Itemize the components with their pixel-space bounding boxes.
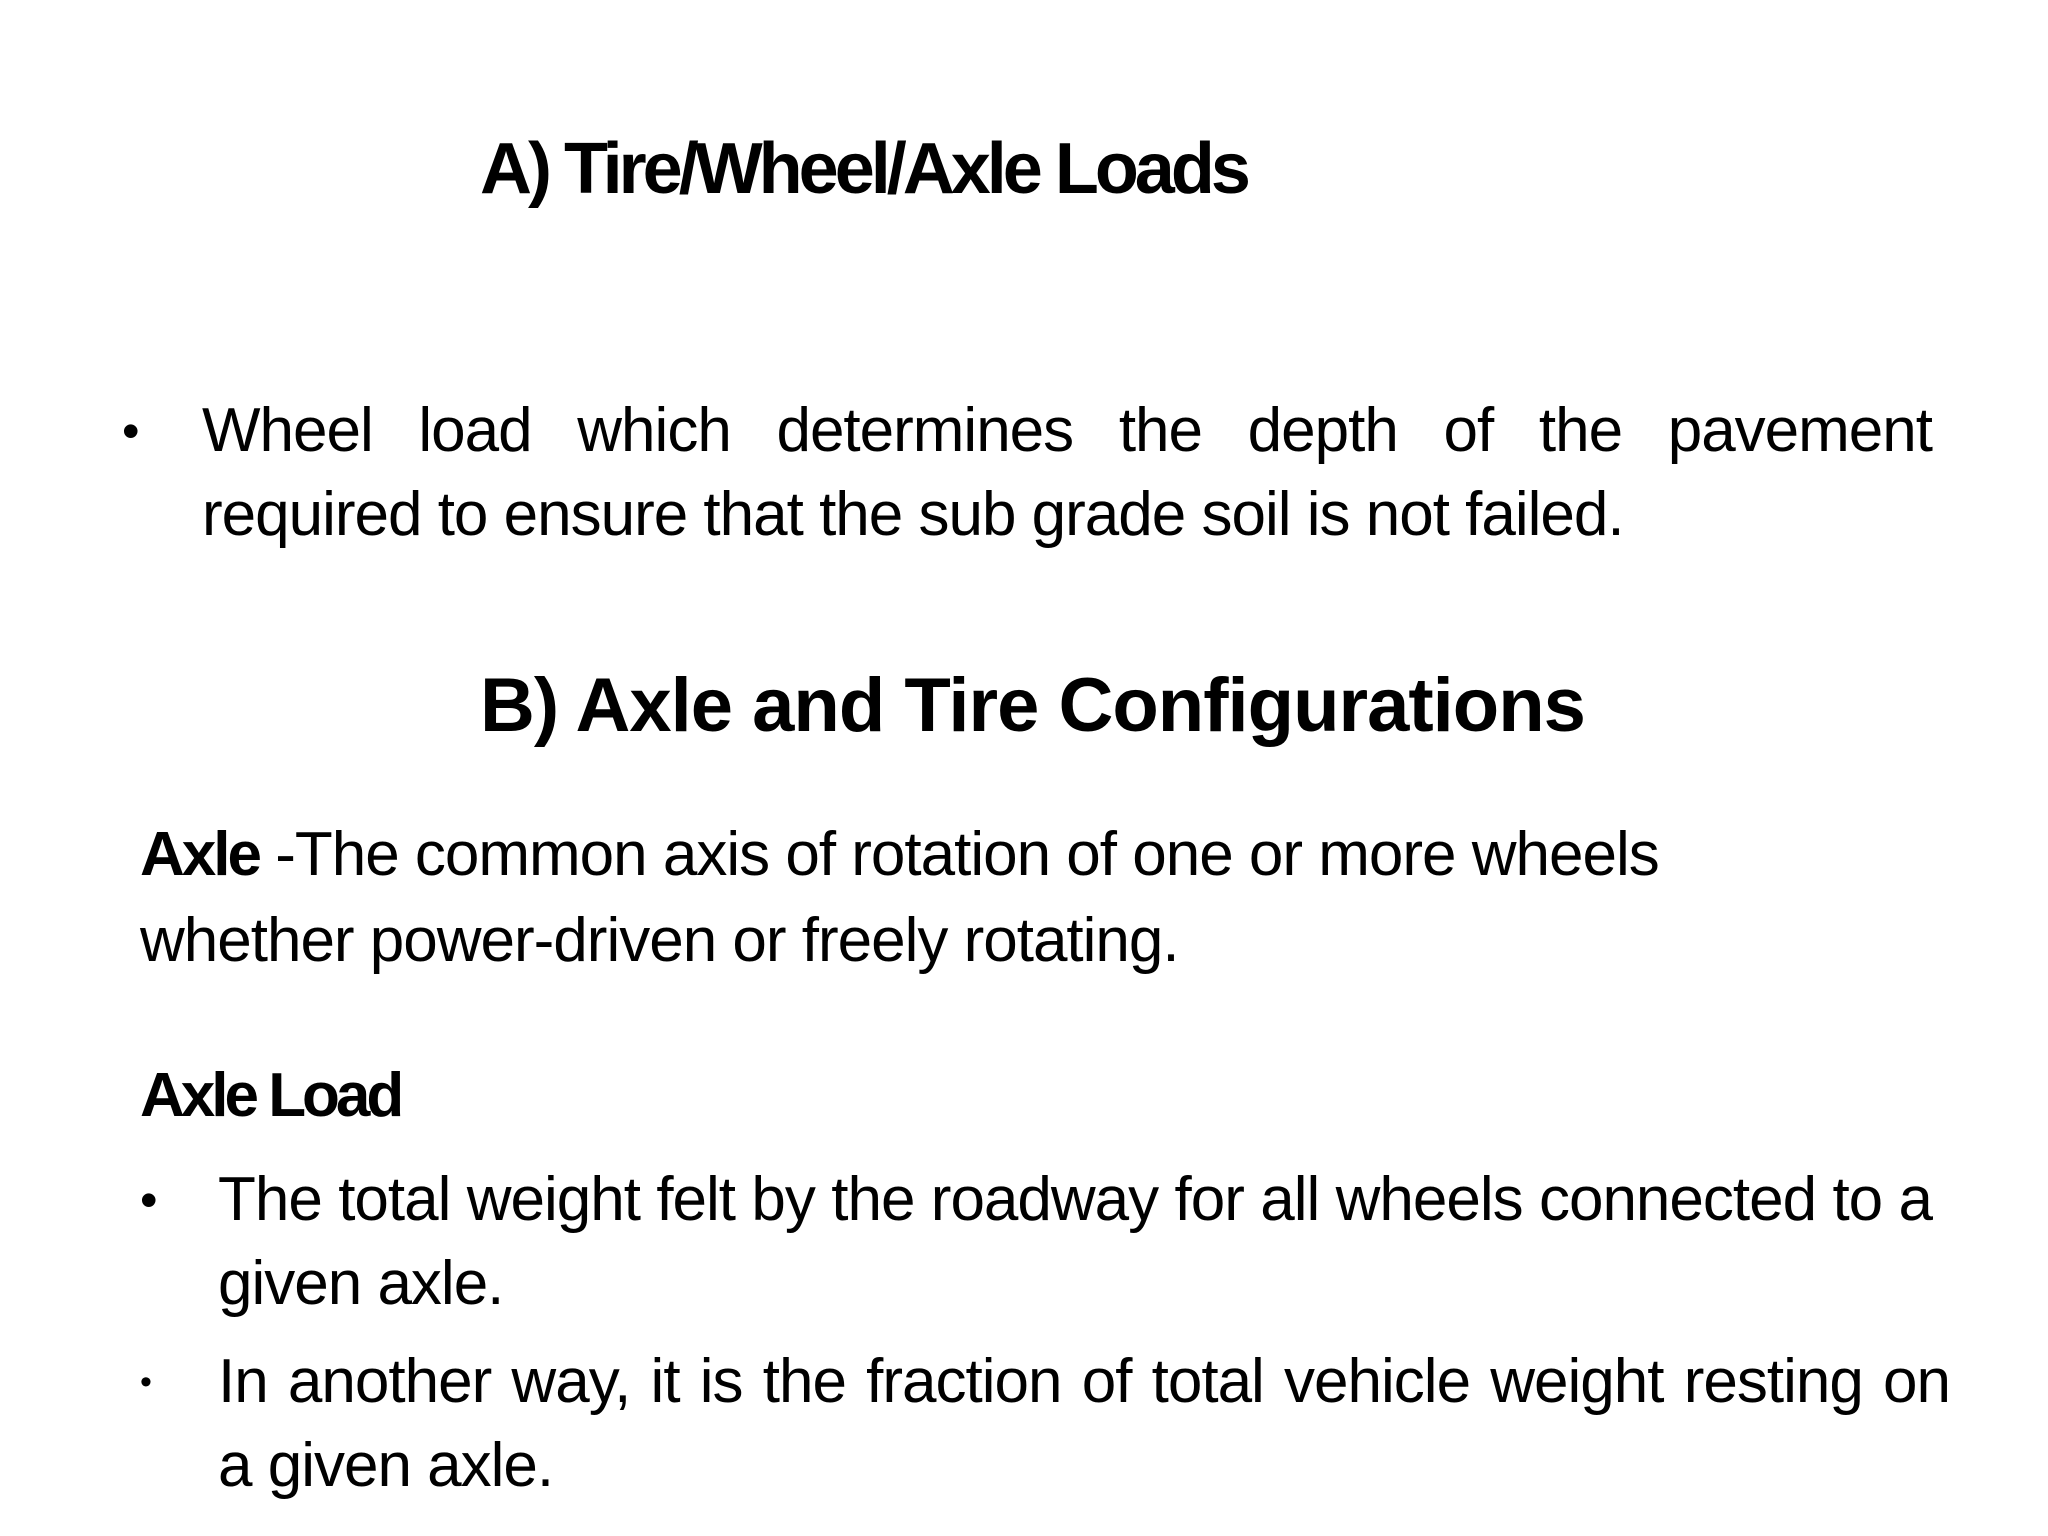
list-item bbox=[122, 389, 1932, 557]
bullet-marker: • bbox=[140, 1363, 152, 1401]
axle-term: Axle bbox=[140, 820, 259, 889]
bullet-marker: • bbox=[122, 403, 140, 459]
section-a-heading: A) Tire/Wheel/Axle Loads bbox=[480, 129, 1247, 209]
axle-load-title: Axle Load bbox=[140, 1061, 401, 1130]
bullet-text: In another way, it is the fraction of total vehicle weight resting on a given axle. bbox=[218, 1347, 1950, 1500]
bullet-text: The total weight felt by the roadway for all wheels connected to a given axle. bbox=[218, 1165, 1932, 1318]
section-b-heading: B) Axle and Tire Configurations bbox=[480, 663, 1585, 748]
axle-definition-text: -The common axis of rotation of one or more wheels whether power-driven or freely rotating. bbox=[140, 820, 1659, 975]
axle-definition bbox=[140, 812, 1840, 984]
bullet-text: Wheel load which determines the depth of the pavement required to ensure that the sub grade soil is not failed. bbox=[202, 396, 1932, 549]
list-item bbox=[140, 1340, 1950, 1508]
list-item bbox=[140, 1158, 1932, 1326]
bullet-marker: • bbox=[140, 1172, 158, 1228]
